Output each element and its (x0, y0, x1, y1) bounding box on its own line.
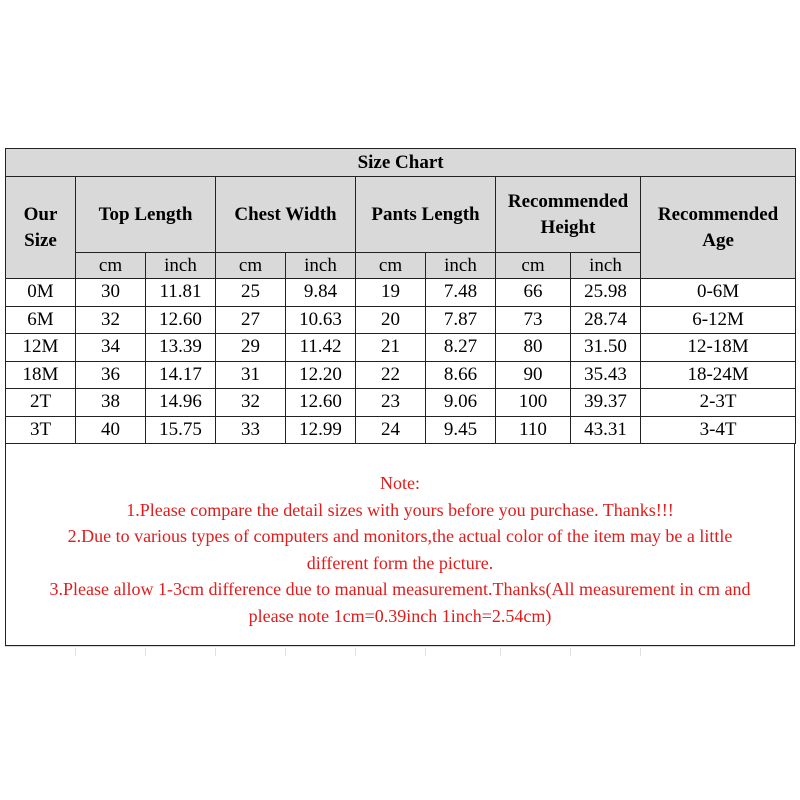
cell-chest-cm: 33 (216, 416, 286, 444)
cell-top-cm: 36 (76, 361, 146, 389)
cell-size: 12M (6, 334, 76, 362)
cell-pants-cm: 21 (356, 334, 426, 362)
cell-age: 0-6M (641, 279, 796, 307)
note-line-2: 2.Due to various types of computers and monitors,the actual color of the item may be a little (67, 526, 733, 546)
gridline-tick (570, 648, 571, 656)
cell-height-cm: 66 (496, 279, 571, 307)
unit-inch: inch (286, 253, 356, 279)
cell-age: 18-24M (641, 361, 796, 389)
gridline (5, 646, 795, 647)
header-recommended-height: Recommended Height (496, 177, 641, 253)
header-top-length: Top Length (76, 177, 216, 253)
cell-pants-inch: 8.27 (426, 334, 496, 362)
cell-pants-cm: 19 (356, 279, 426, 307)
size-chart-table (5, 148, 796, 444)
cell-pants-inch: 8.66 (426, 361, 496, 389)
cell-top-cm: 32 (76, 306, 146, 334)
table-row (6, 361, 796, 389)
cell-chest-inch: 11.42 (286, 334, 356, 362)
cell-top-inch: 13.39 (146, 334, 216, 362)
unit-cm: cm (76, 253, 146, 279)
gridline-tick (285, 648, 286, 656)
gridline-tick (355, 648, 356, 656)
cell-top-inch: 14.96 (146, 389, 216, 417)
unit-inch: inch (571, 253, 641, 279)
cell-pants-inch: 9.06 (426, 389, 496, 417)
cell-pants-cm: 24 (356, 416, 426, 444)
cell-chest-inch: 10.63 (286, 306, 356, 334)
table-row (6, 416, 796, 444)
cell-chest-cm: 31 (216, 361, 286, 389)
cell-chest-cm: 29 (216, 334, 286, 362)
cell-height-inch: 43.31 (571, 416, 641, 444)
note-heading: Note: (380, 473, 420, 493)
cell-height-cm: 80 (496, 334, 571, 362)
unit-inch: inch (426, 253, 496, 279)
cell-top-inch: 11.81 (146, 279, 216, 307)
cell-top-cm: 38 (76, 389, 146, 417)
note-line-2-continued: different form the picture. (306, 552, 494, 573)
cell-chest-cm: 25 (216, 279, 286, 307)
gridline-tick (215, 648, 216, 656)
table-row (6, 389, 796, 417)
notes-section (5, 446, 795, 646)
gridline-tick (145, 648, 146, 656)
unit-cm: cm (356, 253, 426, 279)
cell-top-inch: 15.75 (146, 416, 216, 444)
cell-pants-inch: 7.87 (426, 306, 496, 334)
cell-height-inch: 28.74 (571, 306, 641, 334)
cell-chest-inch: 12.20 (286, 361, 356, 389)
cell-height-cm: 100 (496, 389, 571, 417)
cell-top-cm: 40 (76, 416, 146, 444)
table-row (6, 306, 796, 334)
header-recommended-age: Recommended Age (641, 177, 796, 279)
cell-top-cm: 34 (76, 334, 146, 362)
cell-size: 3T (6, 416, 76, 444)
gridline-tick (425, 648, 426, 656)
cell-size: 18M (6, 361, 76, 389)
cell-height-inch: 39.37 (571, 389, 641, 417)
chart-title: Size Chart (6, 149, 796, 177)
cell-pants-cm: 23 (356, 389, 426, 417)
gridline-tick (75, 648, 76, 656)
cell-chest-inch: 9.84 (286, 279, 356, 307)
cell-height-inch: 25.98 (571, 279, 641, 307)
cell-age: 12-18M (641, 334, 796, 362)
table-row (6, 279, 796, 307)
cell-height-cm: 110 (496, 416, 571, 444)
cell-height-cm: 90 (496, 361, 571, 389)
note-line-3-continued: please note 1cm=0.39inch 1inch=2.54cm) (248, 605, 552, 626)
header-pants-length: Pants Length (356, 177, 496, 253)
header-chest-width: Chest Width (216, 177, 356, 253)
cell-top-cm: 30 (76, 279, 146, 307)
cell-pants-cm: 20 (356, 306, 426, 334)
cell-height-inch: 31.50 (571, 334, 641, 362)
unit-inch: inch (146, 253, 216, 279)
cell-pants-cm: 22 (356, 361, 426, 389)
cell-top-inch: 14.17 (146, 361, 216, 389)
gridline-tick (640, 648, 641, 656)
unit-cm: cm (216, 253, 286, 279)
cell-pants-inch: 9.45 (426, 416, 496, 444)
note-line-1: 1.Please compare the detail sizes with yours before you purchase. Thanks!!! (126, 499, 674, 520)
cell-size: 0M (6, 279, 76, 307)
unit-cm: cm (496, 253, 571, 279)
cell-top-inch: 12.60 (146, 306, 216, 334)
cell-height-cm: 73 (496, 306, 571, 334)
cell-size: 2T (6, 389, 76, 417)
cell-height-inch: 35.43 (571, 361, 641, 389)
cell-chest-cm: 27 (216, 306, 286, 334)
cell-size: 6M (6, 306, 76, 334)
cell-age: 6-12M (641, 306, 796, 334)
cell-chest-cm: 32 (216, 389, 286, 417)
cell-chest-inch: 12.60 (286, 389, 356, 417)
gridline-tick (500, 648, 501, 656)
header-our-size: Our Size (6, 177, 76, 279)
cell-age: 2-3T (641, 389, 796, 417)
cell-age: 3-4T (641, 416, 796, 444)
cell-pants-inch: 7.48 (426, 279, 496, 307)
sheet-gridline-residue (5, 646, 795, 658)
note-line-3: 3.Please allow 1-3cm difference due to manual measurement.Thanks(All measurement in cm and (49, 579, 751, 599)
table-row (6, 334, 796, 362)
cell-chest-inch: 12.99 (286, 416, 356, 444)
